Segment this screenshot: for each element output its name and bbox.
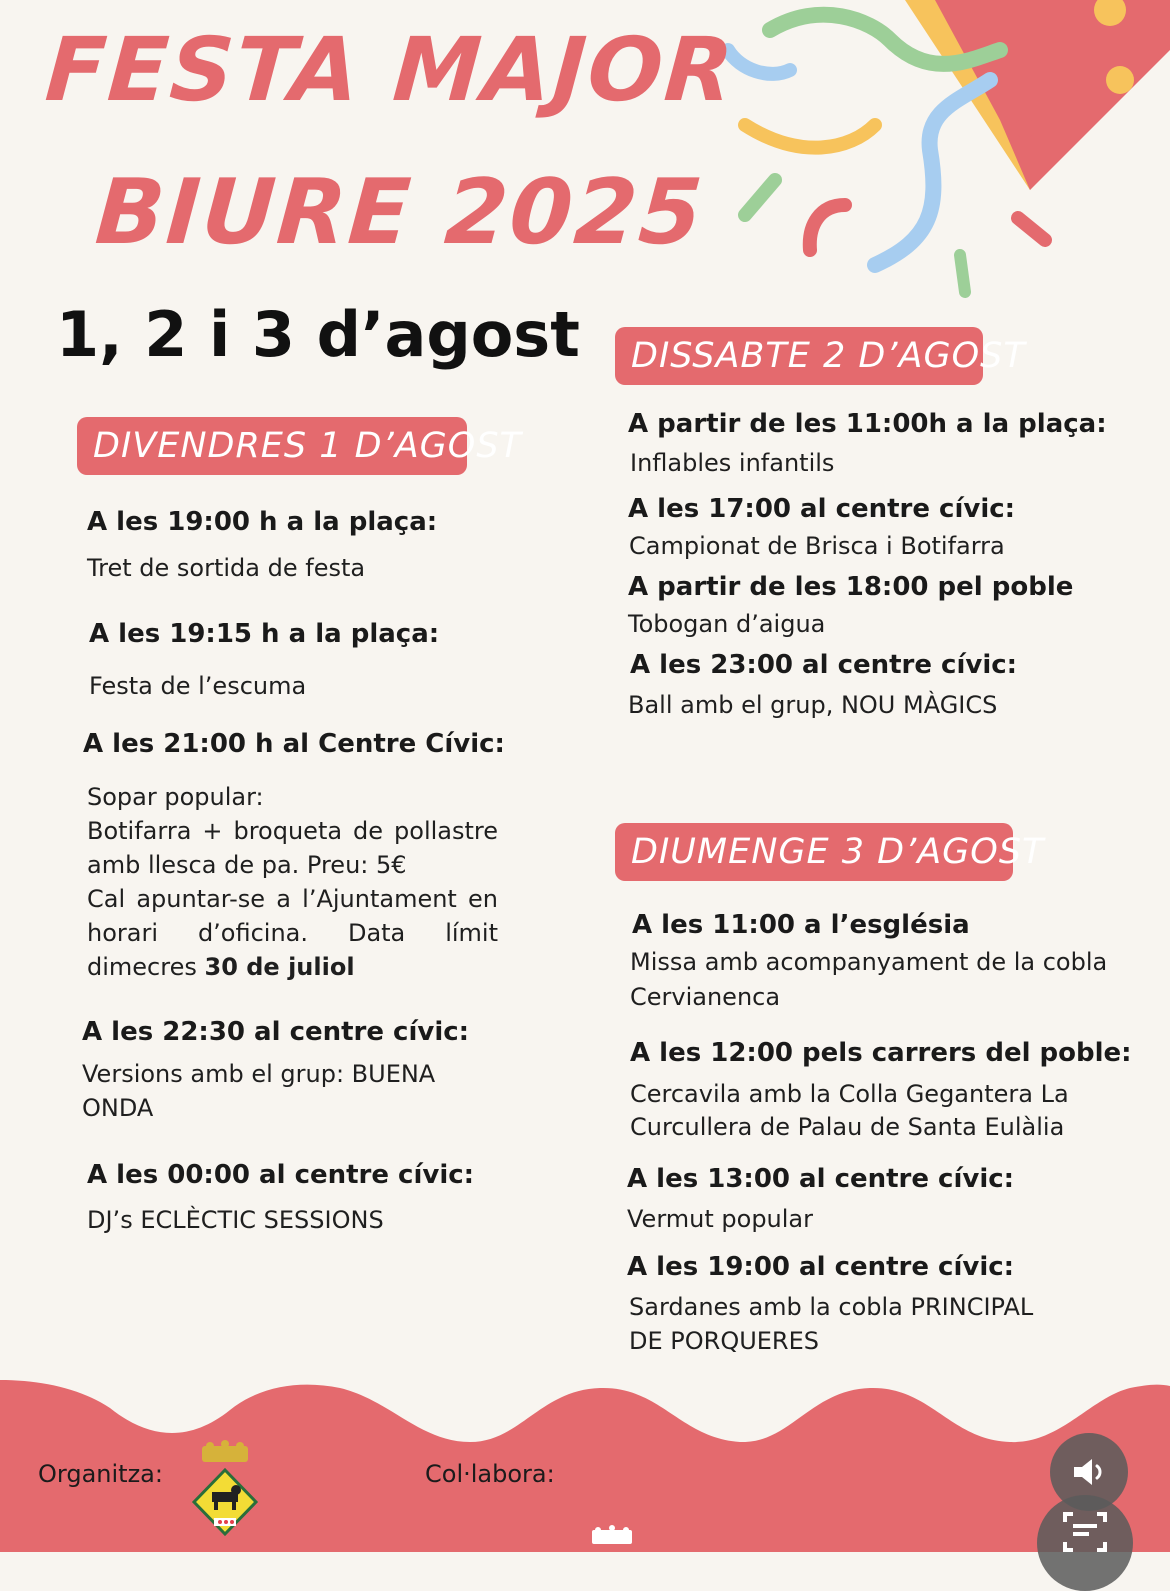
event-description: Versions amb el grup: BUENA	[82, 1060, 436, 1088]
confetti-green	[745, 180, 775, 215]
event-description: Inflables infantils	[630, 449, 835, 477]
event-description: Campionat de Brisca i Botifarra	[629, 532, 1005, 560]
title-line-2: BIURE 2025	[92, 160, 708, 265]
event-description-text: Cal apuntar-se a l’Ajuntament en horari d’oficina. Data límit dimecres	[87, 885, 498, 981]
event-description	[87, 882, 498, 984]
event-description: DJ’s ECLÈCTIC SESSIONS	[87, 1206, 384, 1234]
day-label-sunday: DIUMENGE 3 D’AGOST	[615, 823, 1013, 881]
footer-wave-band	[0, 1380, 1170, 1552]
deadline-date: 30 de juliol	[204, 953, 355, 981]
event-description: Tret de sortida de festa	[87, 554, 366, 582]
event-time: A les 17:00 al centre cívic:	[628, 494, 1016, 524]
day-label-saturday: DISSABTE 2 D’AGOST	[615, 327, 983, 385]
coat-of-arms-logo	[190, 1440, 260, 1540]
party-popper-illustration	[700, 0, 1170, 310]
event-time: A les 21:00 h al Centre Cívic:	[83, 729, 505, 759]
event-time: A les 19:00 h a la plaça:	[87, 507, 438, 537]
event-description: Botifarra + broqueta de pollastre amb llesca de pa. Preu: 5€	[87, 817, 498, 879]
volume-icon	[1070, 1455, 1108, 1489]
confetti-red	[1018, 218, 1045, 240]
event-time: A les 19:00 al centre cívic:	[627, 1252, 1015, 1282]
event-description: Cercavila amb la Colla Gegantera La	[630, 1080, 1069, 1108]
streamer-blue-left	[728, 50, 790, 74]
scan-text-button[interactable]	[1037, 1495, 1133, 1591]
crown-logo	[590, 1522, 634, 1552]
event-time: A les 22:30 al centre cívic:	[82, 1017, 470, 1047]
event-time: A les 00:00 al centre cívic:	[87, 1160, 475, 1190]
text-scan-icon	[1059, 1506, 1111, 1558]
day-label-friday: DIVENDRES 1 D’AGOST	[77, 417, 467, 475]
event-description: Cervianenca	[630, 983, 781, 1011]
confetti-red-arc	[810, 205, 845, 250]
event-time: A les 12:00 pels carrers del poble:	[630, 1038, 1132, 1068]
streamer-blue-long	[875, 80, 990, 265]
event-time: A les 13:00 al centre cívic:	[627, 1164, 1015, 1194]
event-description: Ball amb el grup, NOU MÀGICS	[628, 691, 998, 719]
event-description: Missa amb acompanyament de la cobla	[630, 948, 1108, 976]
event-description: DE PORQUERES	[629, 1327, 820, 1355]
streamer-yellow	[745, 125, 875, 148]
festival-dates: 1, 2 i 3 d’agost	[56, 298, 580, 371]
event-description: Curcullera de Palau de Santa Eulàlia	[630, 1113, 1065, 1141]
event-time: A les 23:00 al centre cívic:	[630, 650, 1018, 680]
event-description: ONDA	[82, 1094, 154, 1122]
event-time: A les 11:00 a l’església	[632, 910, 970, 940]
event-time: A partir de les 11:00h a la plaça:	[628, 409, 1107, 439]
event-description: Sardanes amb la cobla PRINCIPAL	[629, 1293, 1034, 1321]
event-description: Sopar popular:	[87, 783, 264, 811]
collaborator-label: Col·labora:	[425, 1460, 555, 1488]
event-time: A les 19:15 h a la plaça:	[89, 619, 440, 649]
confetti-green-small	[960, 255, 965, 292]
event-time: A partir de les 18:00 pel poble	[628, 572, 1074, 602]
event-description: Vermut popular	[627, 1205, 813, 1233]
organiser-label: Organitza:	[38, 1460, 163, 1488]
event-description: Festa de l’escuma	[89, 672, 307, 700]
title-line-1: FESTA MAJOR	[42, 18, 739, 121]
popper-cone	[905, 0, 1170, 190]
event-description: Tobogan d’aigua	[628, 610, 826, 638]
